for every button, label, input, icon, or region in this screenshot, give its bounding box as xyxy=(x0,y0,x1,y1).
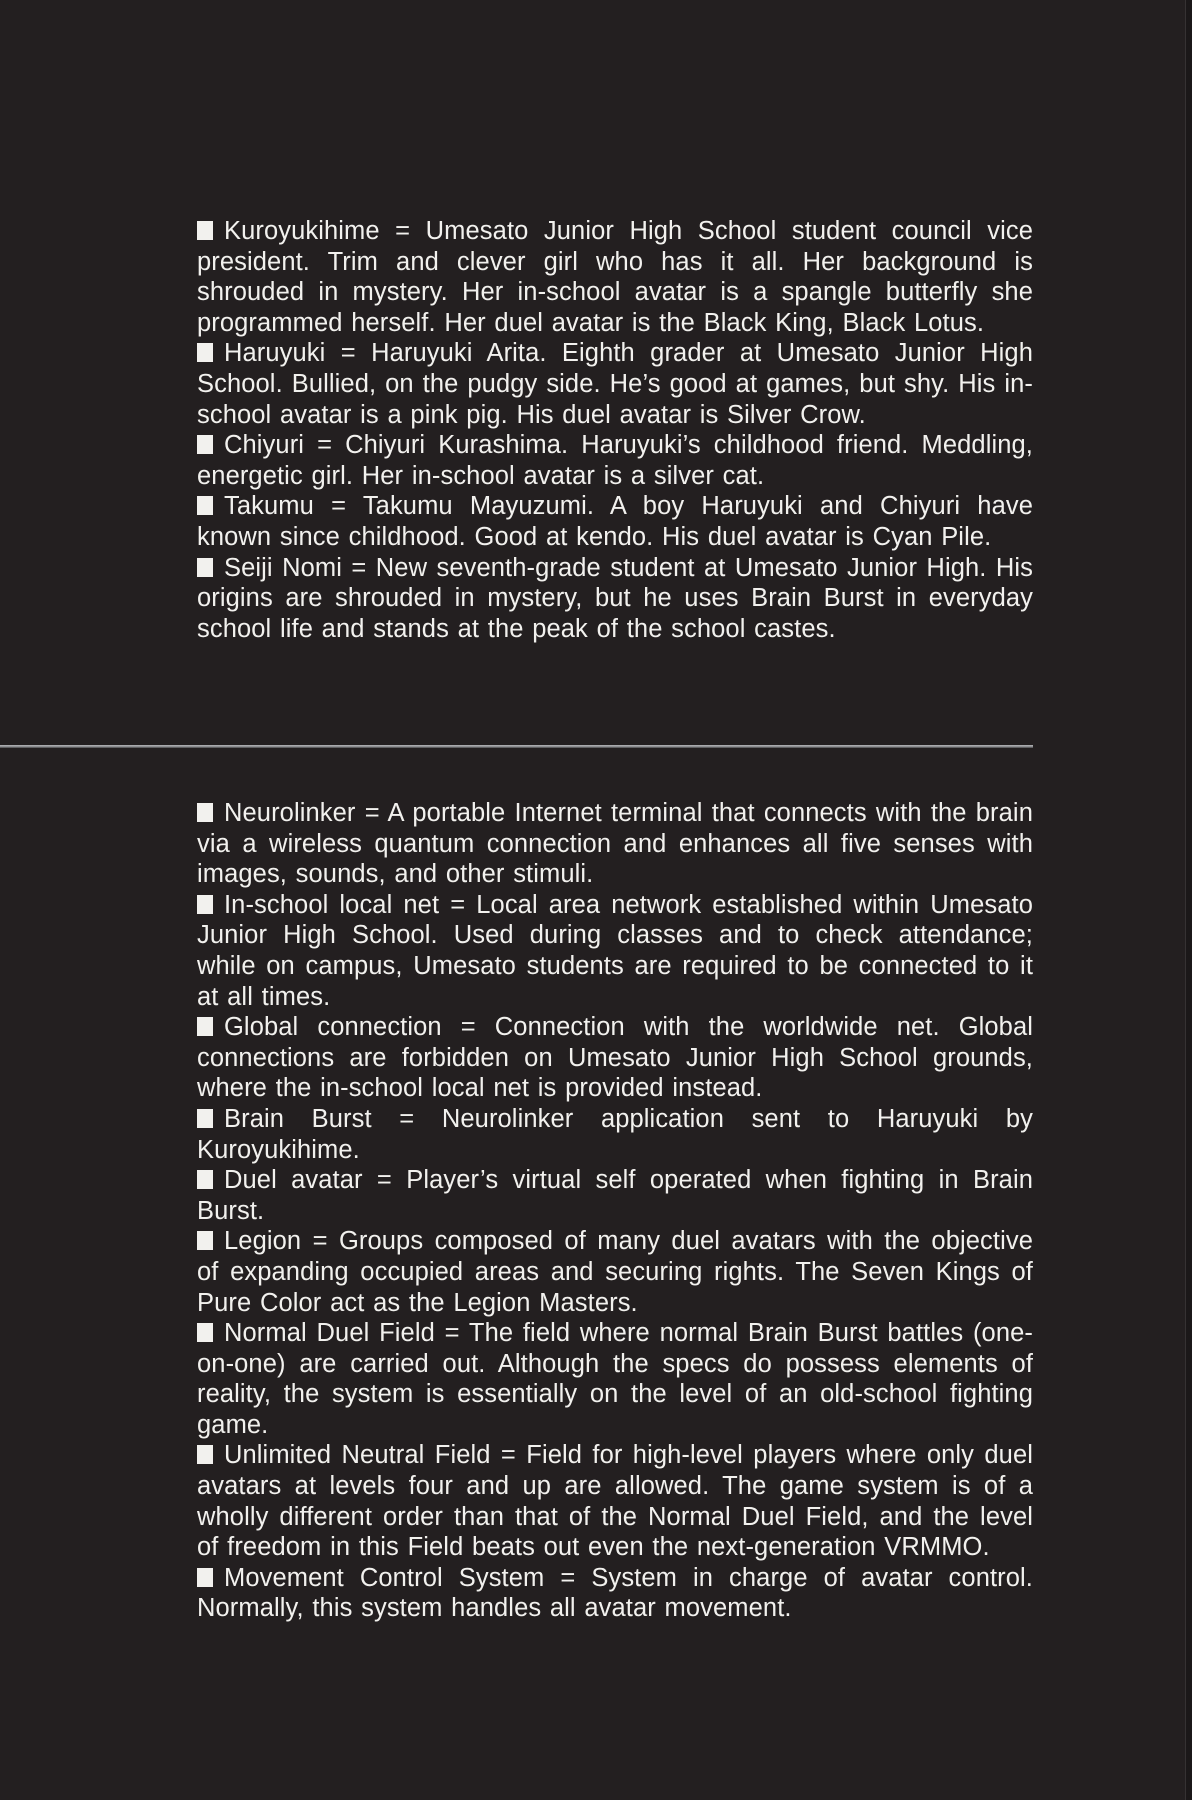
square-bullet-icon xyxy=(197,221,213,240)
square-bullet-icon xyxy=(197,895,213,914)
glossary-entry xyxy=(197,1104,1033,1165)
glossary-term: Movement Control System xyxy=(224,1563,545,1592)
equals-separator: = xyxy=(355,799,388,827)
glossary-term: Brain Burst xyxy=(224,1104,372,1133)
glossary-term: Seiji Nomi xyxy=(224,553,342,582)
square-bullet-icon xyxy=(197,1109,213,1128)
square-bullet-icon xyxy=(197,1445,213,1464)
glossary-term: Takumu xyxy=(224,492,314,521)
glossary-definition: Groups composed of many duel avatars with the objective of expanding occupied areas and securing rights. The Seven Kings of Pure Color act as the Legion Masters. xyxy=(197,1227,1033,1317)
glossary-definition: Neurolinker application sent to Haruyuki by Kuroyukihime. xyxy=(197,1104,1033,1164)
square-bullet-icon xyxy=(197,1231,213,1250)
glossary-term: Chiyuri xyxy=(224,431,305,460)
glossary-term: Normal Duel Field xyxy=(224,1319,435,1348)
glossary-definition: Chiyuri Kurashima. Haruyuki’s childhood friend. Meddling, energetic girl. Her in-school avatar is a silver cat. xyxy=(197,431,1033,490)
square-bullet-icon xyxy=(197,803,213,822)
terms-glossary-section xyxy=(197,798,1033,1624)
equals-separator: = xyxy=(439,890,477,919)
square-bullet-icon xyxy=(197,1017,213,1036)
equals-separator: = xyxy=(301,1227,339,1256)
glossary-entry xyxy=(197,1563,1033,1624)
glossary-term: Neurolinker xyxy=(224,799,356,827)
page-gutter-edge xyxy=(1185,0,1192,1800)
glossary-entry xyxy=(197,1165,1033,1226)
glossary-entry xyxy=(197,798,1033,890)
square-bullet-icon xyxy=(197,343,213,362)
square-bullet-icon xyxy=(197,1568,213,1587)
square-bullet-icon xyxy=(197,1170,213,1189)
glossary-term: Duel avatar xyxy=(224,1166,363,1195)
glossary-definition: Player’s virtual self operated when fighting in Brain Burst. xyxy=(197,1166,1033,1225)
glossary-entry xyxy=(197,1318,1033,1440)
glossary-definition: Field for high-level players where only duel avatars at levels four and up are allowed. The game system is of a wholly different order than that of the Normal Duel Field, and the level of freedom in this Field beats out even the next-generation VRMMO. xyxy=(197,1441,1033,1562)
glossary-term: Global connection xyxy=(224,1013,442,1042)
glossary-entry xyxy=(197,1440,1033,1562)
glossary-definition: Takumu Mayuzumi. A boy Haruyuki and Chiyuri have known since childhood. Good at kendo. His duel avatar is Cyan Pile. xyxy=(197,492,1034,551)
glossary-term: Kuroyukihime xyxy=(224,217,380,245)
square-bullet-icon xyxy=(197,435,213,454)
equals-separator: = xyxy=(362,1166,407,1195)
glossary-definition: Local area network established within Umesato Junior High School. Used during classes and to check attendance; while on campus, Umesato students are required to be connected to it at all times. xyxy=(197,890,1033,1011)
glossary-definition: Connection with the worldwide net. Global connections are forbidden on Umesato Junior High School grounds, where the in-school local net is provided instead. xyxy=(197,1013,1033,1103)
glossary-entry xyxy=(197,1226,1033,1318)
glossary-definition: New seventh-grade student at Umesato Junior High. His origins are shrouded in mystery, but he uses Brain Burst in everyday school life and stands at the peak of the school castes. xyxy=(197,553,1033,643)
equals-separator: = xyxy=(304,431,346,460)
glossary-definition: A portable Internet terminal that connects with the brain via a wireless quantum connection and enhances all five senses with images, sounds, and other stimuli. xyxy=(197,799,1033,889)
glossary-entry xyxy=(197,491,1033,552)
glossary-entry xyxy=(197,1012,1033,1104)
equals-separator: = xyxy=(325,339,372,368)
glossary-definition: The field where normal Brain Burst battles (one-on-one) are carried out. Although the specs do possess elements of reality, the system is essentially on the level of an old-school fighting game. xyxy=(197,1319,1033,1439)
glossary-definition: System in charge of avatar control. Normally, this system handles all avatar movement. xyxy=(197,1563,1033,1623)
glossary-entry xyxy=(197,553,1033,645)
glossary-definition: Umesato Junior High School student council vice president. Trim and clever girl who has it all. Her background is shrouded in mystery. Her in-school avatar is a spangle butterfly she programmed herself. Her duel avatar is the Black King, Black Lotus. xyxy=(197,217,1033,337)
glossary-term: Legion xyxy=(224,1227,302,1256)
equals-separator: = xyxy=(544,1563,592,1592)
section-divider xyxy=(0,745,1033,748)
square-bullet-icon xyxy=(197,496,213,515)
equals-separator: = xyxy=(434,1319,469,1348)
equals-separator: = xyxy=(490,1441,527,1470)
equals-separator: = xyxy=(371,1104,442,1133)
square-bullet-icon xyxy=(197,558,213,577)
equals-separator: = xyxy=(313,492,363,521)
glossary-entry xyxy=(197,338,1033,430)
glossary-term: Haruyuki xyxy=(224,339,326,368)
glossary-term: Unlimited Neutral Field xyxy=(224,1441,491,1470)
equals-separator: = xyxy=(379,217,426,245)
glossary-entry xyxy=(197,216,1033,338)
glossary-term: In-school local net xyxy=(224,890,440,919)
glossary-definition: Haruyuki Arita. Eighth grader at Umesato Junior High School. Bullied, on the pudgy side. He’s good at games, but shy. His in-school avatar is a pink pig. His duel avatar is Silver Crow. xyxy=(197,339,1033,429)
glossary-entry xyxy=(197,890,1033,1012)
equals-separator: = xyxy=(441,1013,495,1042)
equals-separator: = xyxy=(342,553,376,582)
glossary-entry xyxy=(197,430,1033,491)
square-bullet-icon xyxy=(197,1323,213,1342)
character-glossary-section xyxy=(197,216,1033,644)
